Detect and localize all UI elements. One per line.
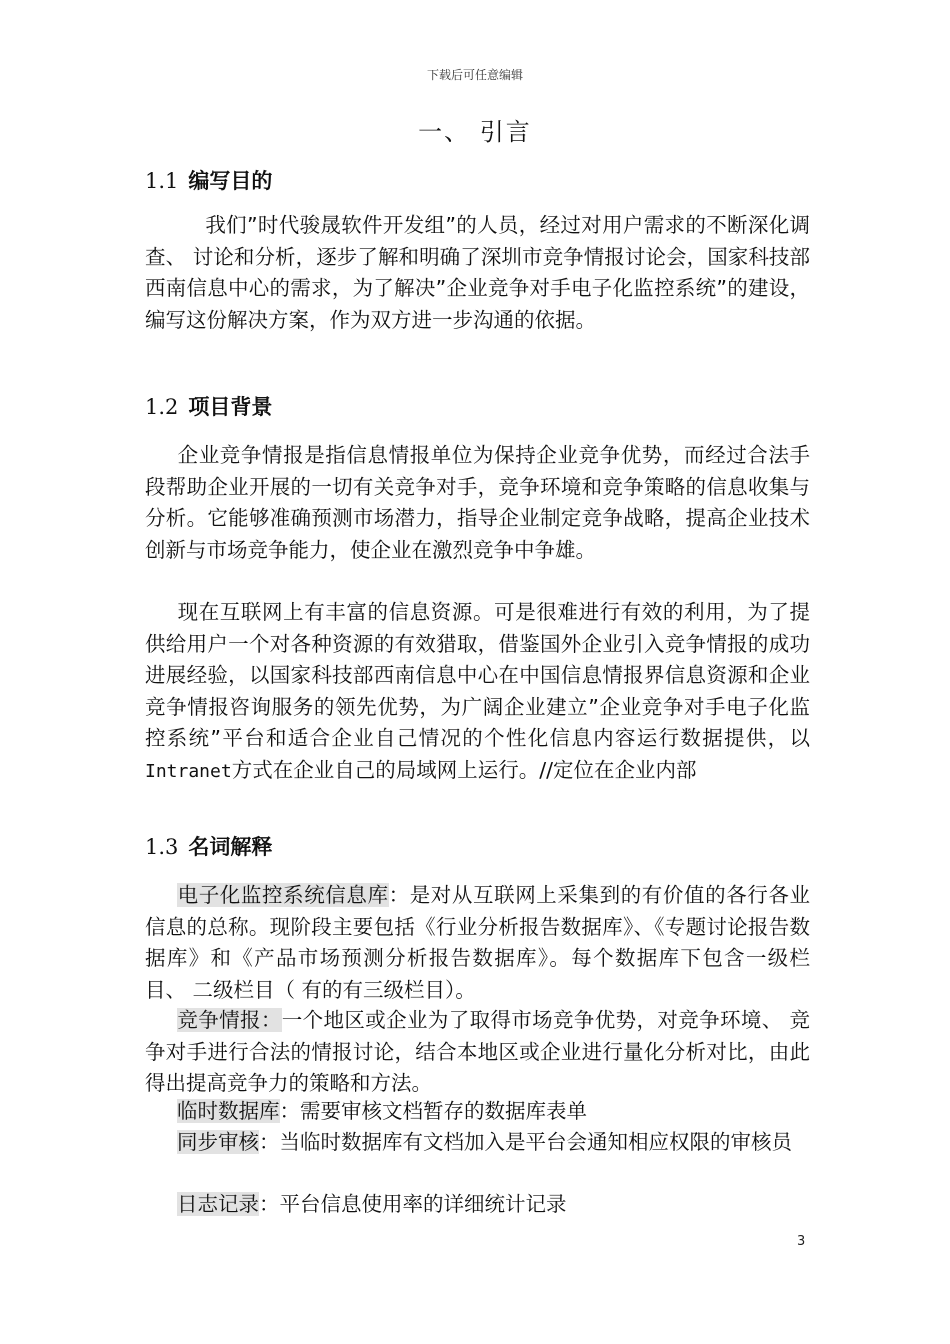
section-title: 编写目的 [188, 169, 273, 193]
paragraph-text: 企业竞争情报是指信息情报单位为保持企业竞争优势，而经过合法手段帮助企业开展的一切有关竞争对手，竞争环境和竞争策略的信息收集与分析。它能够准确预测市场潜力，指导企业制定竞争战略，提高企业技术创新与市场竞争能力，使企业在激烈竞争中争雄。 [145, 443, 810, 562]
definition-text: ：需要审核文档暂存的数据库表单 [279, 1099, 587, 1123]
definition-term: 竞争情报： [177, 1008, 282, 1032]
definition-text: 一个地区或企业为了取得市场竞争优势，对竞争环境、 竞争对手进行合法的情报讨论，结合本地区或企业进行量化分析对比，由此得出提高竞争力的策略和方法。 [145, 1008, 811, 1095]
paragraph-background-1 [145, 440, 810, 566]
definition-text: ：是对从互联网上采集到的有价值的各行各业信息的总称。现阶段主要包括《行业分析报告数据库》、《专题讨论报告数据库》和《产品市场预测分析报告数据库》。每个数据库下包含一级栏目、 二级栏目（ 有的有三级栏目）。 [145, 883, 811, 1002]
section-number: 1.1 [145, 169, 179, 193]
section-heading-1-3 [145, 831, 272, 861]
definition-item [145, 1005, 810, 1100]
section-heading-1-1 [145, 165, 272, 195]
paragraph-text: 我们”时代骏晟软件开发组”的人员，经过对用户需求的不断深化调查、 讨论和分析，逐步了解和明确了深圳市竞争情报讨论会，国家科技部西南信息中心的需求，为了解决”企业竞争对手电子化监控系统”的建设，编写这份解决方案，作为双方进一步沟通的依据。 [145, 213, 810, 332]
definition-item [145, 1127, 810, 1159]
page-number: 3 [797, 1234, 806, 1249]
paragraph-text: 现在互联网上有丰富的信息资源。可是很难进行有效的利用，为了提供给用户一个对各种资源的有效猎取，借鉴国外企业引入竞争情报的成功进展经验，以国家科技部西南信息中心在中国信息情报界信息资源和企业竞争情报咨询服务的领先优势，为广阔企业建立”企业竞争对手电子化监控系统”平台和适合企业自己情况的个性化信息内容运行数据提供，以 [145, 600, 810, 750]
section-title: 项目背景 [188, 395, 273, 419]
section-title: 名词解释 [188, 835, 273, 859]
definition-term: 电子化监控系统信息库 [177, 883, 389, 907]
page-header-note: 下载后可任意编辑 [426, 68, 523, 82]
definition-item [145, 1096, 810, 1128]
chapter-title: 一、 引言 [418, 118, 532, 146]
section-number: 1.3 [145, 835, 179, 859]
definition-text: ：平台信息使用率的详细统计记录 [259, 1192, 567, 1216]
section-heading-1-2 [145, 391, 272, 421]
definition-term: 同步审核 [177, 1130, 259, 1154]
definition-term: 临时数据库 [177, 1099, 280, 1123]
definition-item [145, 880, 810, 1006]
section-number: 1.2 [145, 395, 179, 419]
paragraph-purpose [145, 210, 810, 336]
paragraph-text: 方式在企业自己的局域网上运行。//定位在企业内部 [231, 757, 697, 782]
definition-text: ：当临时数据库有文档加入是平台会通知相应权限的审核员 [259, 1130, 792, 1154]
intranet-term: Intranet [145, 760, 232, 782]
definition-term: 日志记录 [177, 1192, 259, 1216]
paragraph-background-2 [145, 597, 810, 787]
definition-item [145, 1189, 810, 1221]
